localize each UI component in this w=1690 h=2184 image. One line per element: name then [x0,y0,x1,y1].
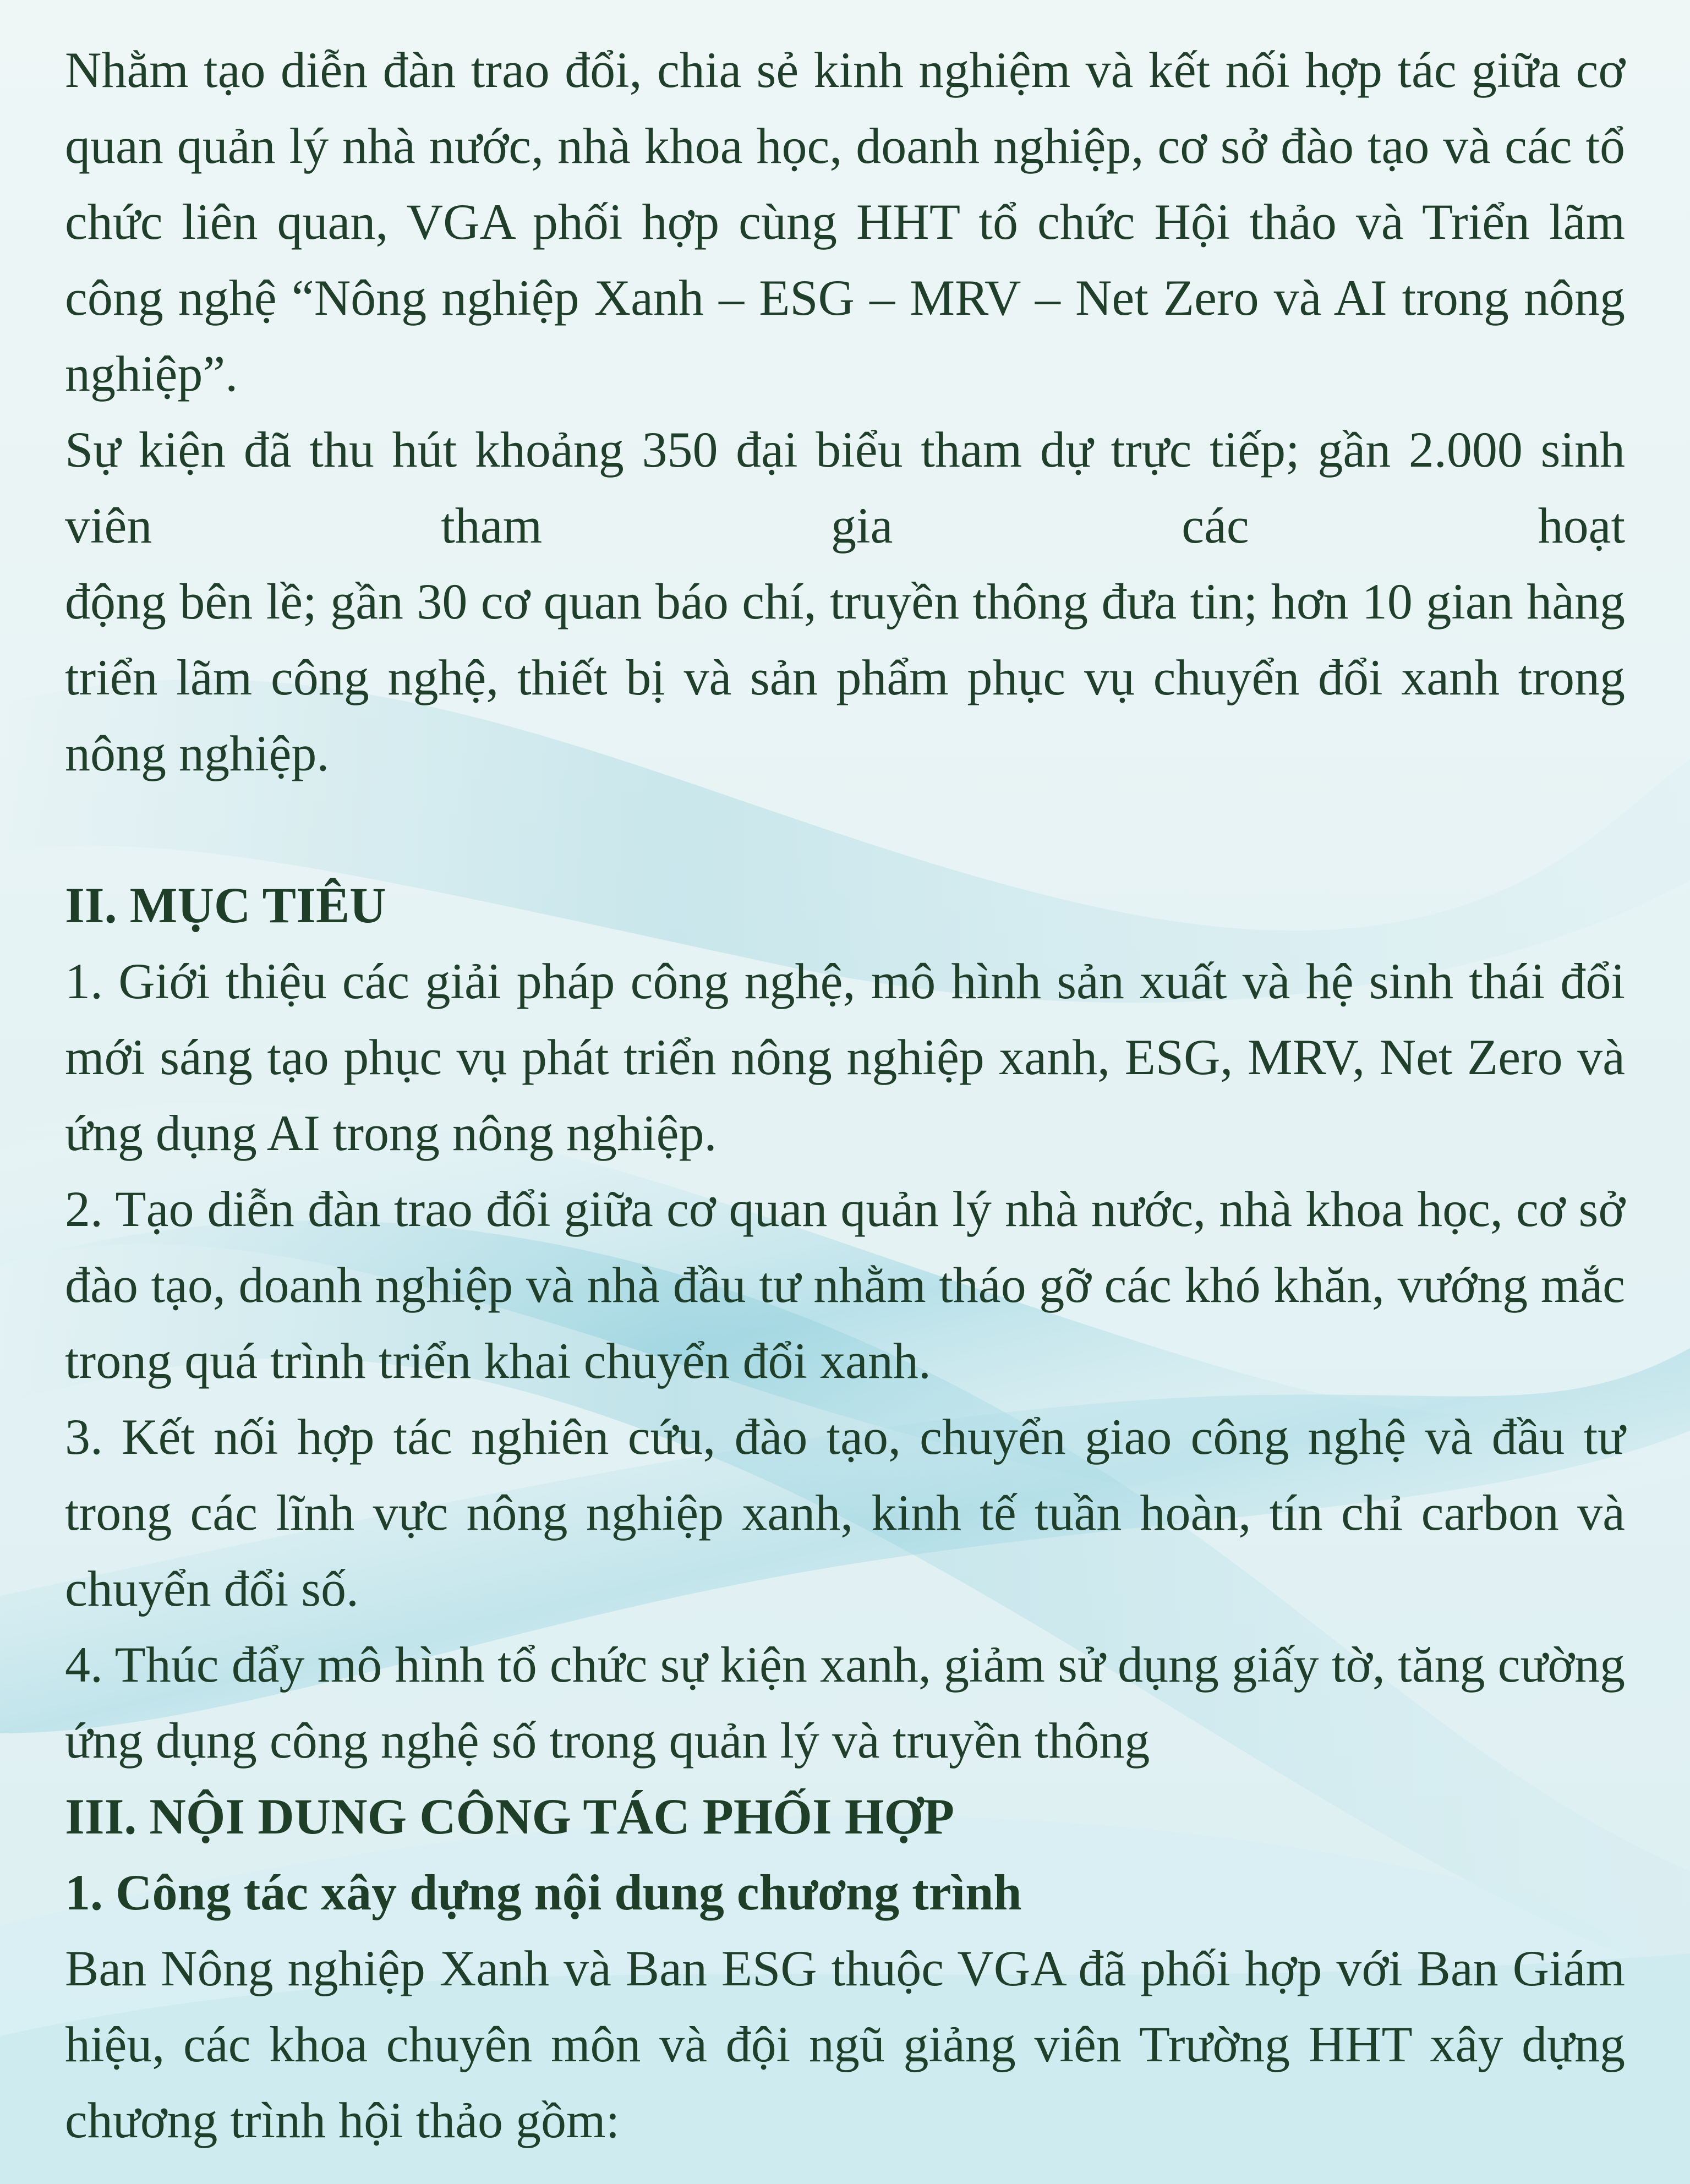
intro-paragraph-2-line-2: động bên lề; gần 30 cơ quan báo chí, truyền thông đưa tin; hơn 10 gian hàng triển lãm công nghệ, thiết bị và sản phẩm phục vụ chuyển đổi xanh trong nông nghiệp. [65,573,1625,781]
section-spacer [65,791,1625,867]
objective-item-2: 2. Tạo diễn đàn trao đổi giữa cơ quan quản lý nhà nước, nhà khoa học, cơ sở đào tạo, doanh nghiệp và nhà đầu tư nhằm tháo gỡ các khó khăn, vướng mắc trong quá trình triển khai chuyển đổi xanh. [65,1181,1625,1389]
section-heading-coordination: III. NỘI DUNG CÔNG TÁC PHỐI HỢP [65,1788,955,1844]
coordination-paragraph: Ban Nông nghiệp Xanh và Ban ESG thuộc VGA đã phối hợp với Ban Giám hiệu, các khoa chuyên môn và đội ngũ giảng viên Trường HHT xây dựng chương trình hội thảo gồm: [65,1940,1625,2148]
objective-item-1: 1. Giới thiệu các giải pháp công nghệ, mô hình sản xuất và hệ sinh thái đổi mới sáng tạo phục vụ phát triển nông nghiệp xanh, ESG, MRV, Net Zero và ứng dụng AI trong nông nghiệp. [65,953,1625,1161]
intro-paragraph-2-line-1: Sự kiện đã thu hút khoảng 350 đại biểu tham dự trực tiếp; gần 2.000 sinh viên tham gia các hoạt [65,422,1625,554]
document-body [65,32,1625,2158]
subheading-program-content: 1. Công tác xây dựng nội dung chương trình [65,1864,1022,1920]
objective-item-3: 3. Kết nối hợp tác nghiên cứu, đào tạo, chuyển giao công nghệ và đầu tư trong các lĩnh vực nông nghiệp xanh, kinh tế tuần hoàn, tín chỉ carbon và chuyển đổi số. [65,1409,1625,1617]
objective-item-4: 4. Thúc đẩy mô hình tổ chức sự kiện xanh, giảm sử dụng giấy tờ, tăng cường ứng dụng công nghệ số trong quản lý và truyền thông [65,1636,1625,1769]
intro-paragraph-1: Nhằm tạo diễn đàn trao đổi, chia sẻ kinh nghiệm và kết nối hợp tác giữa cơ quan quản lý nhà nước, nhà khoa học, doanh nghiệp, cơ sở đào tạo và các tổ chức liên quan, VGA phối hợp cùng HHT tổ chức Hội thảo và Triển lãm công nghệ “Nông nghiệp Xanh – ESG – MRV – Net Zero và AI trong nông nghiệp”. [65,42,1625,402]
section-heading-objectives: II. MỤC TIÊU [65,877,386,933]
